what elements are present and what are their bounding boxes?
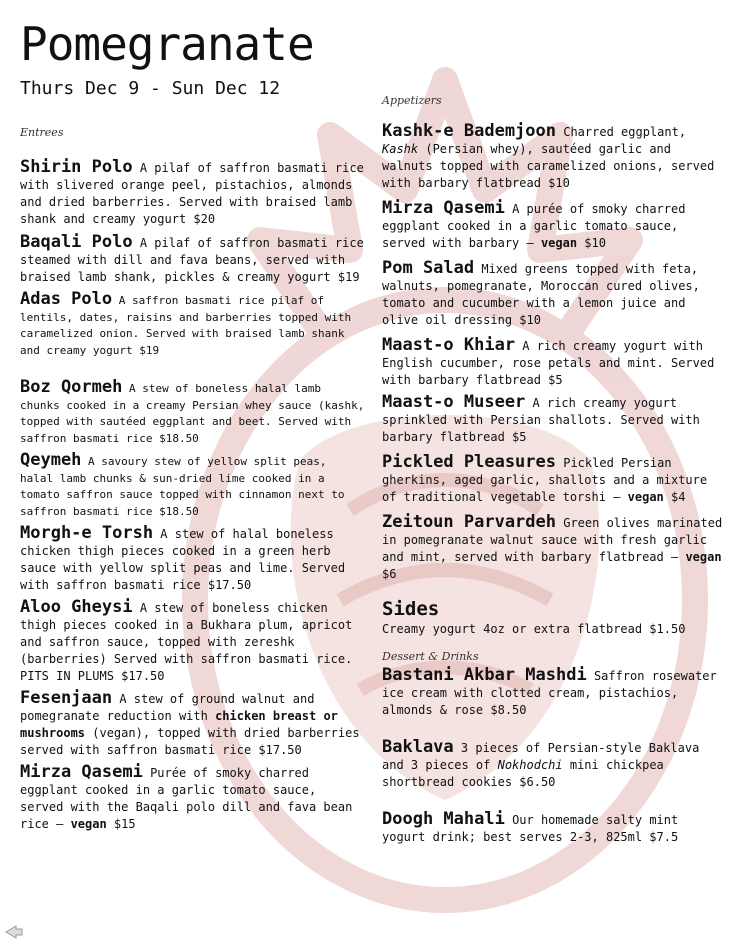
item-desc-bold: chicken breast or mushrooms [20, 709, 338, 740]
item-name: Adas Polo [20, 289, 113, 309]
item-desc-italic: Nokhodchi [497, 758, 563, 772]
item-desc-b: $15 [106, 817, 136, 831]
item-desc-b: (vegan), topped with dried barberries served with saffron basmati rice $17.50 [20, 726, 360, 757]
item-desc-a: Purée of smoky charred eggplant cooked in a garlic tomato sauce, served with the Baqali polo dill and fava bean rice – [20, 766, 353, 831]
appetizers-column [382, 94, 727, 846]
menu-item [20, 232, 365, 286]
item-name: Maast-o Khiar [382, 335, 516, 355]
menu-item [382, 258, 727, 329]
item-desc-a: A stew of ground walnut and pomegranate reduction with [20, 692, 315, 723]
item-desc-b: (Persian whey), sautéed garlic and walnuts topped with caramelized onions, served with barbary flatbread $10 [382, 142, 715, 190]
item-desc: A savoury stew of yellow split peas, halal lamb chunks & sun-dried lime cooked in a tomato saffron sauce topped with cinnamon next to saffron basmati rice $18.50 [20, 455, 345, 518]
item-name: Shirin Polo [20, 157, 133, 177]
item-name: Mirza Qasemi [20, 762, 143, 782]
item-desc-bold: vegan [70, 817, 107, 831]
menu-item [20, 289, 365, 359]
item-desc-b: $6 [382, 567, 397, 581]
item-desc-bold: vegan [685, 550, 722, 564]
item-desc-bold: vegan [540, 236, 578, 250]
item-name: Mirza Qasemi [382, 198, 505, 218]
item-desc-b: $10 [577, 236, 606, 250]
item-desc-a: 3 pieces of Persian-style Baklava and 3 pieces of [382, 741, 700, 772]
menu-item [382, 512, 727, 583]
menu-item [20, 377, 365, 447]
item-desc-a: Pickled Persian gherkins, aged garlic, shallots and a mixture of traditional vegetable torshi – [382, 456, 708, 504]
item-desc-bold: vegan [627, 490, 664, 504]
item-desc-a: A purée of smoky charred eggplant cooked in a garlic tomato sauce, served with barbary – [382, 202, 686, 250]
menu-item [382, 198, 727, 252]
item-name: Bastani Akbar Mashdi [382, 665, 587, 685]
item-desc-italic: Kashk [382, 142, 419, 156]
menu-item [382, 392, 727, 446]
menu-item [382, 665, 727, 719]
desserts-heading: Dessert & Drinks [382, 650, 479, 663]
item-name: Aloo Gheysi [20, 597, 133, 617]
page-title: Pomegranate [20, 17, 314, 71]
item-name: Doogh Mahali [382, 809, 505, 829]
menu-item [20, 523, 365, 594]
item-desc: Saffron rosewater ice cream with clotted cream, pistachios, almonds & rose $8.50 [382, 669, 717, 717]
item-name: Zeitoun Parvardeh [382, 512, 556, 532]
item-name: Morgh-e Torsh [20, 523, 154, 543]
menu-item [382, 737, 727, 791]
menu-item [20, 688, 365, 759]
item-name: Qeymeh [20, 450, 82, 470]
sides-line: Creamy yogurt 4oz or extra flatbread $1.50 [382, 622, 686, 636]
sides-section [382, 597, 727, 638]
item-desc: A stew of boneless halal lamb chunks cooked in a creamy Persian whey sauce (kashk, topped with sautéed eggplant and beet. Served with saffron basmati rice $18.50 [20, 382, 365, 445]
item-desc: A stew of halal boneless chicken thigh pieces cooked in a green herb sauce with yellow split peas and lime. Served with saffron basmati rice $17.50 [20, 527, 346, 592]
item-desc-b: mini chickpea shortbread cookies $6.50 [382, 758, 664, 789]
item-name: Kashk-e Bademjoon [382, 121, 556, 141]
item-name: Baqali Polo [20, 232, 133, 252]
item-desc: A pilaf of saffron basmati rice with slivered orange peel, pistachios, almonds and dried barberries. Served with braised lamb shank and creamy yogurt $20 [20, 161, 364, 226]
item-desc: A rich creamy yogurt sprinkled with Persian shallots. Served with barbary flatbread $5 [382, 396, 700, 444]
item-name: Maast-o Museer [382, 392, 526, 412]
item-desc-a: Charred eggplant, [563, 125, 687, 139]
menu-item [20, 450, 365, 520]
item-name: Pom Salad [382, 258, 475, 278]
entrees-column [20, 126, 365, 833]
menu-item [20, 157, 365, 228]
menu-item [382, 335, 727, 389]
item-desc-b: $4 [663, 490, 686, 504]
item-desc: Mixed greens topped with feta, walnuts, pomegranate, Moroccan cured olives, tomato and cucumber with a lemon juice and olive oil dressing $10 [382, 262, 700, 327]
item-name: Baklava [382, 737, 454, 757]
item-name: Boz Qormeh [20, 377, 123, 397]
menu-item [382, 452, 727, 506]
item-name: Pickled Pleasures [382, 452, 556, 472]
menu-item [382, 121, 727, 192]
item-desc: A stew of boneless chicken thigh pieces cooked in a Bukhara plum, apricot and saffron sauce, topped with zereshk (barberries) Served with saffron basmati rice. PITS IN PLUMS $17.50 [20, 601, 353, 683]
menu-item [20, 597, 365, 685]
menu-item [382, 809, 727, 846]
item-name: Fesenjaan [20, 688, 113, 708]
back-arrow-icon[interactable] [4, 924, 24, 940]
item-desc: Our homemade salty mint yogurt drink; best serves 2-3, 825ml $7.5 [382, 813, 679, 844]
item-desc: A rich creamy yogurt with English cucumber, rose petals and mint. Served with barbary flatbread $5 [382, 339, 715, 387]
item-desc-a: Green olives marinated in pomegranate walnut sauce with fresh garlic and mint, served with barbary flatbread – [382, 516, 723, 564]
menu-item [20, 762, 365, 833]
entrees-heading: Entrees [20, 126, 64, 139]
item-desc: A saffron basmati rice pilaf of lentils, dates, raisins and barberries topped with caramelized onion. Served with braised lamb shank and creamy yogurt $19 [20, 294, 352, 357]
date-range: Thurs Dec 9 - Sun Dec 12 [20, 78, 281, 99]
sides-heading: Sides [382, 598, 440, 620]
item-desc: A pilaf of saffron basmati rice steamed with dill and fava beans, served with braised lamb shank, pickles & creamy yogurt $19 [20, 236, 364, 284]
appetizers-heading: Appetizers [382, 94, 442, 107]
